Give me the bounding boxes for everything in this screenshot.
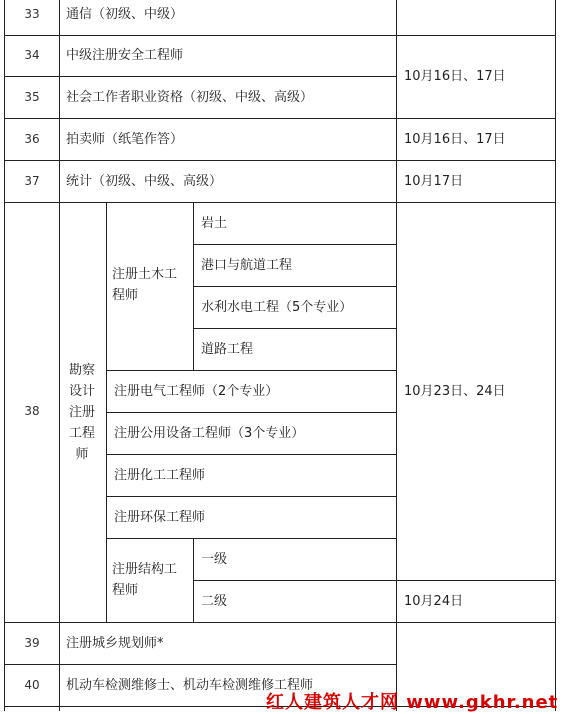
exam-name: 社会工作者职业资格（初级、中级、高级） [66, 90, 314, 105]
exam-name: 注册电气工程师（2个专业） [114, 384, 279, 399]
row-divider [106, 496, 397, 497]
exam-name: 岩土 [201, 216, 228, 231]
row-divider [106, 412, 397, 413]
exam-name: 拍卖师（纸笔作答） [66, 132, 184, 147]
row-divider [193, 286, 397, 287]
row-number: 35 [24, 90, 40, 104]
row-number: 34 [24, 48, 40, 62]
row-number: 39 [24, 636, 40, 650]
row-divider [193, 244, 397, 245]
exam-name: 二级 [201, 594, 228, 609]
row-number: 38 [24, 404, 40, 418]
row-divider [193, 328, 397, 329]
row-divider [4, 35, 556, 36]
row-divider [193, 580, 556, 581]
exam-date: 10月16日、17日 [404, 132, 506, 147]
table-border-right [555, 0, 556, 711]
subgroup-title: 注册结构工程师 [112, 562, 178, 598]
row-number: 33 [24, 7, 40, 21]
row-divider [106, 454, 397, 455]
exam-name: 注册城乡规划师* [66, 636, 164, 651]
row-divider [4, 664, 397, 665]
row-number: 40 [24, 678, 40, 692]
exam-name: 机动车检测维修士、机动车检测维修工程师 [66, 678, 314, 693]
subgroup-title: 注册土木工程师 [112, 267, 178, 303]
exam-date: 10月24日 [404, 594, 464, 609]
exam-name: 通信（初级、中级） [66, 7, 184, 22]
exam-name: 港口与航道工程 [201, 258, 293, 273]
exam-name: 注册公用设备工程师（3个专业） [114, 426, 305, 441]
row-divider [4, 76, 397, 77]
exam-name: 水利水电工程（5个专业） [201, 300, 353, 315]
column-divider [396, 0, 397, 711]
exam-date: 10月16日、17日 [404, 69, 506, 84]
row-divider [4, 118, 556, 119]
row-divider [106, 538, 397, 539]
row-divider [106, 370, 397, 371]
row-number: 36 [24, 132, 40, 146]
exam-name: 一级 [201, 552, 228, 567]
exam-date: 10月17日 [404, 174, 464, 189]
exam-name: 统计（初级、中级、高级） [66, 174, 223, 189]
exam-name: 道路工程 [201, 342, 254, 357]
watermark: 红人建筑人才网 www.gkhr.net [266, 692, 559, 713]
row-divider [4, 202, 556, 203]
row-number: 37 [24, 174, 40, 188]
row-divider [4, 160, 556, 161]
exam-name: 注册环保工程师 [114, 510, 206, 525]
exam-date: 10月23日、24日 [404, 384, 506, 399]
exam-name: 注册化工工程师 [114, 468, 206, 483]
group-title: 勘察设计注册工程师 [68, 363, 95, 462]
row-divider [4, 622, 556, 623]
exam-name: 中级注册安全工程师 [66, 48, 184, 63]
